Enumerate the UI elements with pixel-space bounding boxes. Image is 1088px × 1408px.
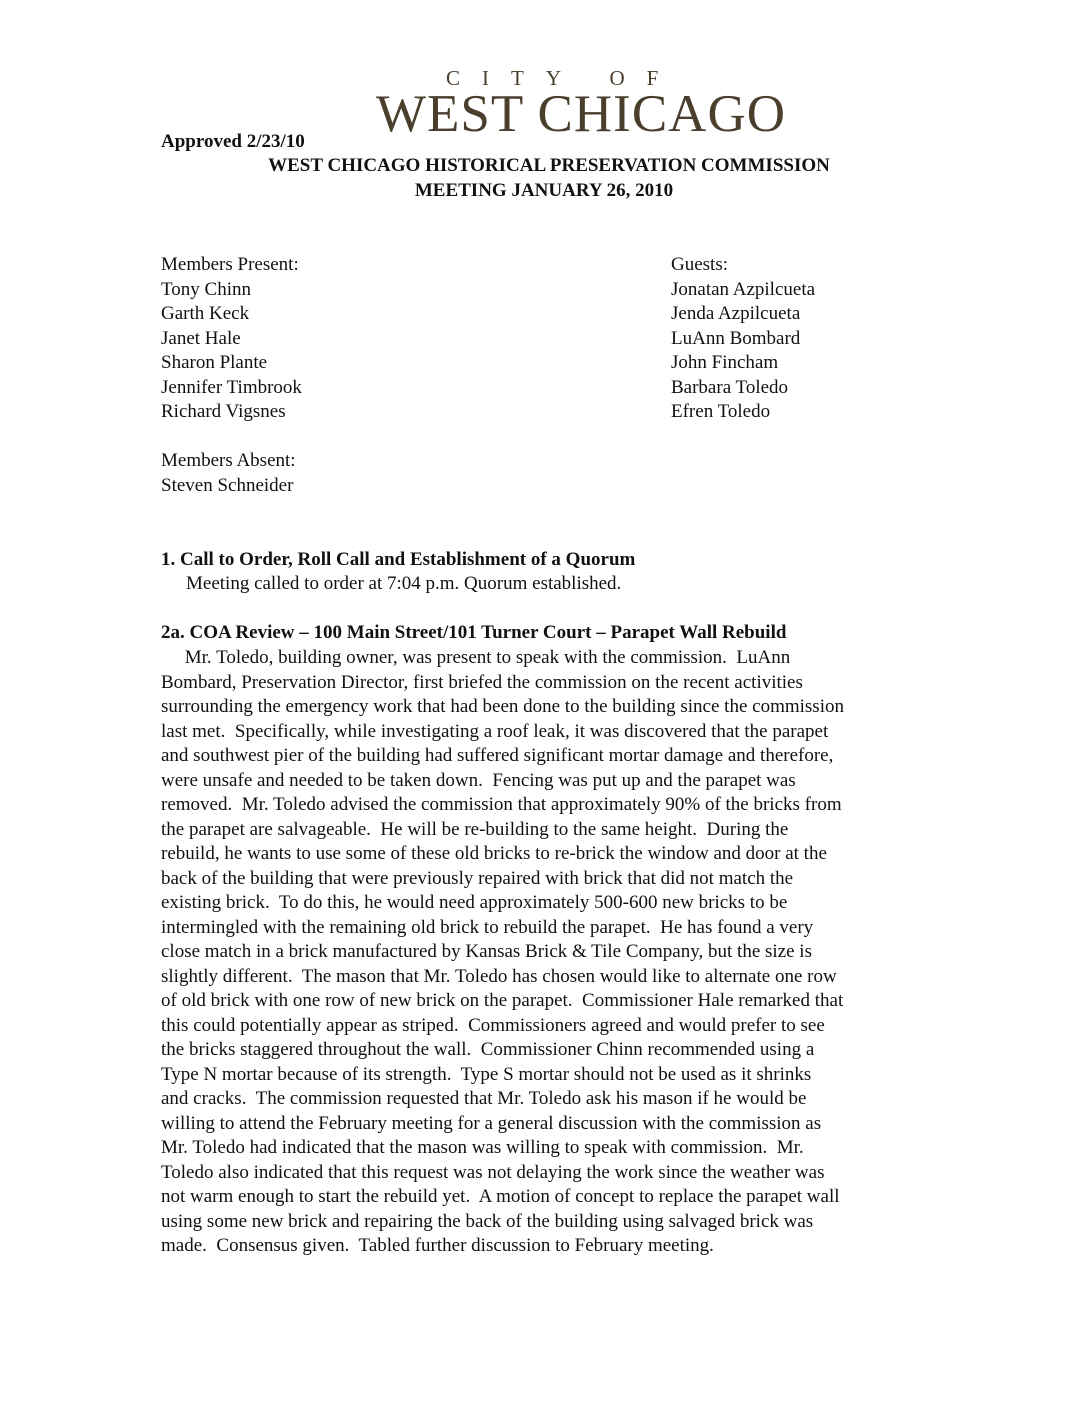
guest-name: Efren Toledo <box>671 401 771 422</box>
guest-name: John Fincham <box>671 352 779 373</box>
body-line: slightly different. The mason that Mr. Toledo has chosen would like to alternate one row <box>161 965 837 987</box>
guest-name: LuAnn Bombard <box>671 327 801 349</box>
logo-main-text: WEST CHICAGO <box>376 85 786 143</box>
member-name: Janet Hale <box>161 327 241 349</box>
body-line: intermingled with the remaining old brick to rebuild the parapet. He has found a very <box>161 916 814 938</box>
member-name: Garth Keck <box>161 303 250 324</box>
city-logo <box>376 66 786 143</box>
member-name: Sharon Plante <box>161 352 268 373</box>
section-2a-heading: 2a. COA Review – 100 Main Street/101 Turner Court – Parapet Wall Rebuild <box>161 622 787 643</box>
guests-label: Guests: <box>671 254 728 275</box>
body-line: back of the building that were previously repaired with brick that did not match the <box>161 867 794 889</box>
body-line: this could potentially appear as striped. Commissioners agreed and would prefer to see <box>161 1014 825 1036</box>
members-present-list <box>161 253 302 425</box>
guest-name: Jonatan Azpilcueta <box>671 278 816 300</box>
body-line: were unsafe and needed to be taken down. Fencing was put up and the parapet was <box>161 769 796 791</box>
member-name: Tony Chinn <box>161 278 251 300</box>
body-line: close match in a brick manufactured by Kansas Brick & Tile Company, but the size is <box>161 941 812 962</box>
approved-note: Approved 2/23/10 <box>161 131 305 152</box>
body-line: Type N mortar because of its strength. Type S mortar should not be used as it shrinks <box>161 1063 812 1085</box>
body-line: existing brick. To do this, he would need approximately 500-600 new bricks to be <box>161 892 788 913</box>
guests-list <box>671 253 815 425</box>
guest-name: Barbara Toledo <box>671 376 789 398</box>
meeting-date-title: MEETING JANUARY 26, 2010 <box>414 180 674 201</box>
member-name: Jennifer Timbrook <box>161 376 302 398</box>
body-line: removed. Mr. Toledo advised the commission that approximately 90% of the bricks from <box>161 794 842 815</box>
body-line: not warm enough to start the rebuild yet. A motion of concept to replace the parapet wall <box>161 1186 840 1207</box>
body-line: and cracks. The commission requested that Mr. Toledo ask his mason if he would be <box>161 1088 807 1109</box>
logo-top-text: CITY OF <box>446 66 681 90</box>
members-present-label: Members Present: <box>161 254 299 275</box>
body-line: the parapet are salvageable. He will be re-building to the same height. During the <box>161 818 789 840</box>
body-line: of old brick with one row of new brick on the parapet. Commissioner Hale remarked that <box>161 990 844 1011</box>
body-line: rebuild, he wants to use some of these old bricks to re-brick the window and door at the <box>161 843 827 864</box>
body-line: last met. Specifically, while investigating a roof leak, it was discovered that the parapet <box>161 720 829 742</box>
section-1-heading: 1. Call to Order, Roll Call and Establishment of a Quorum <box>161 549 636 570</box>
body-line: using some new brick and repairing the back of the building using salvaged brick was <box>161 1210 814 1232</box>
absent-member-name: Steven Schneider <box>161 474 294 496</box>
body-line: the bricks staggered throughout the wall. Commissioner Chinn recommended using a <box>161 1039 815 1060</box>
body-line: Mr. Toledo had indicated that the mason was willing to speak with commission. Mr. <box>161 1137 804 1158</box>
body-line: made. Consensus given. Tabled further discussion to February meeting. <box>161 1235 714 1256</box>
body-line: surrounding the emergency work that had been done to the building since the commission <box>161 696 844 717</box>
body-line: and southwest pier of the building had suffered significant mortar damage and therefore, <box>161 745 834 766</box>
members-absent-list <box>161 449 296 498</box>
section-2a-body <box>161 646 941 1259</box>
member-name: Richard Vigsnes <box>161 401 286 422</box>
document-title: WEST CHICAGO HISTORICAL PRESERVATION COMMISSION <box>268 155 830 176</box>
section-1-body: Meeting called to order at 7:04 p.m. Quorum established. <box>186 573 622 594</box>
body-line: willing to attend the February meeting for a general discussion with the commission as <box>161 1112 822 1134</box>
body-line: Toledo also indicated that this request was not delaying the work since the weather was <box>161 1161 825 1183</box>
members-absent-label: Members Absent: <box>161 450 296 471</box>
body-line: Bombard, Preservation Director, first briefed the commission on the recent activities <box>161 671 803 693</box>
body-line: Mr. Toledo, building owner, was present to speak with the commission. LuAnn <box>161 647 791 668</box>
guest-name: Jenda Azpilcueta <box>671 303 801 324</box>
